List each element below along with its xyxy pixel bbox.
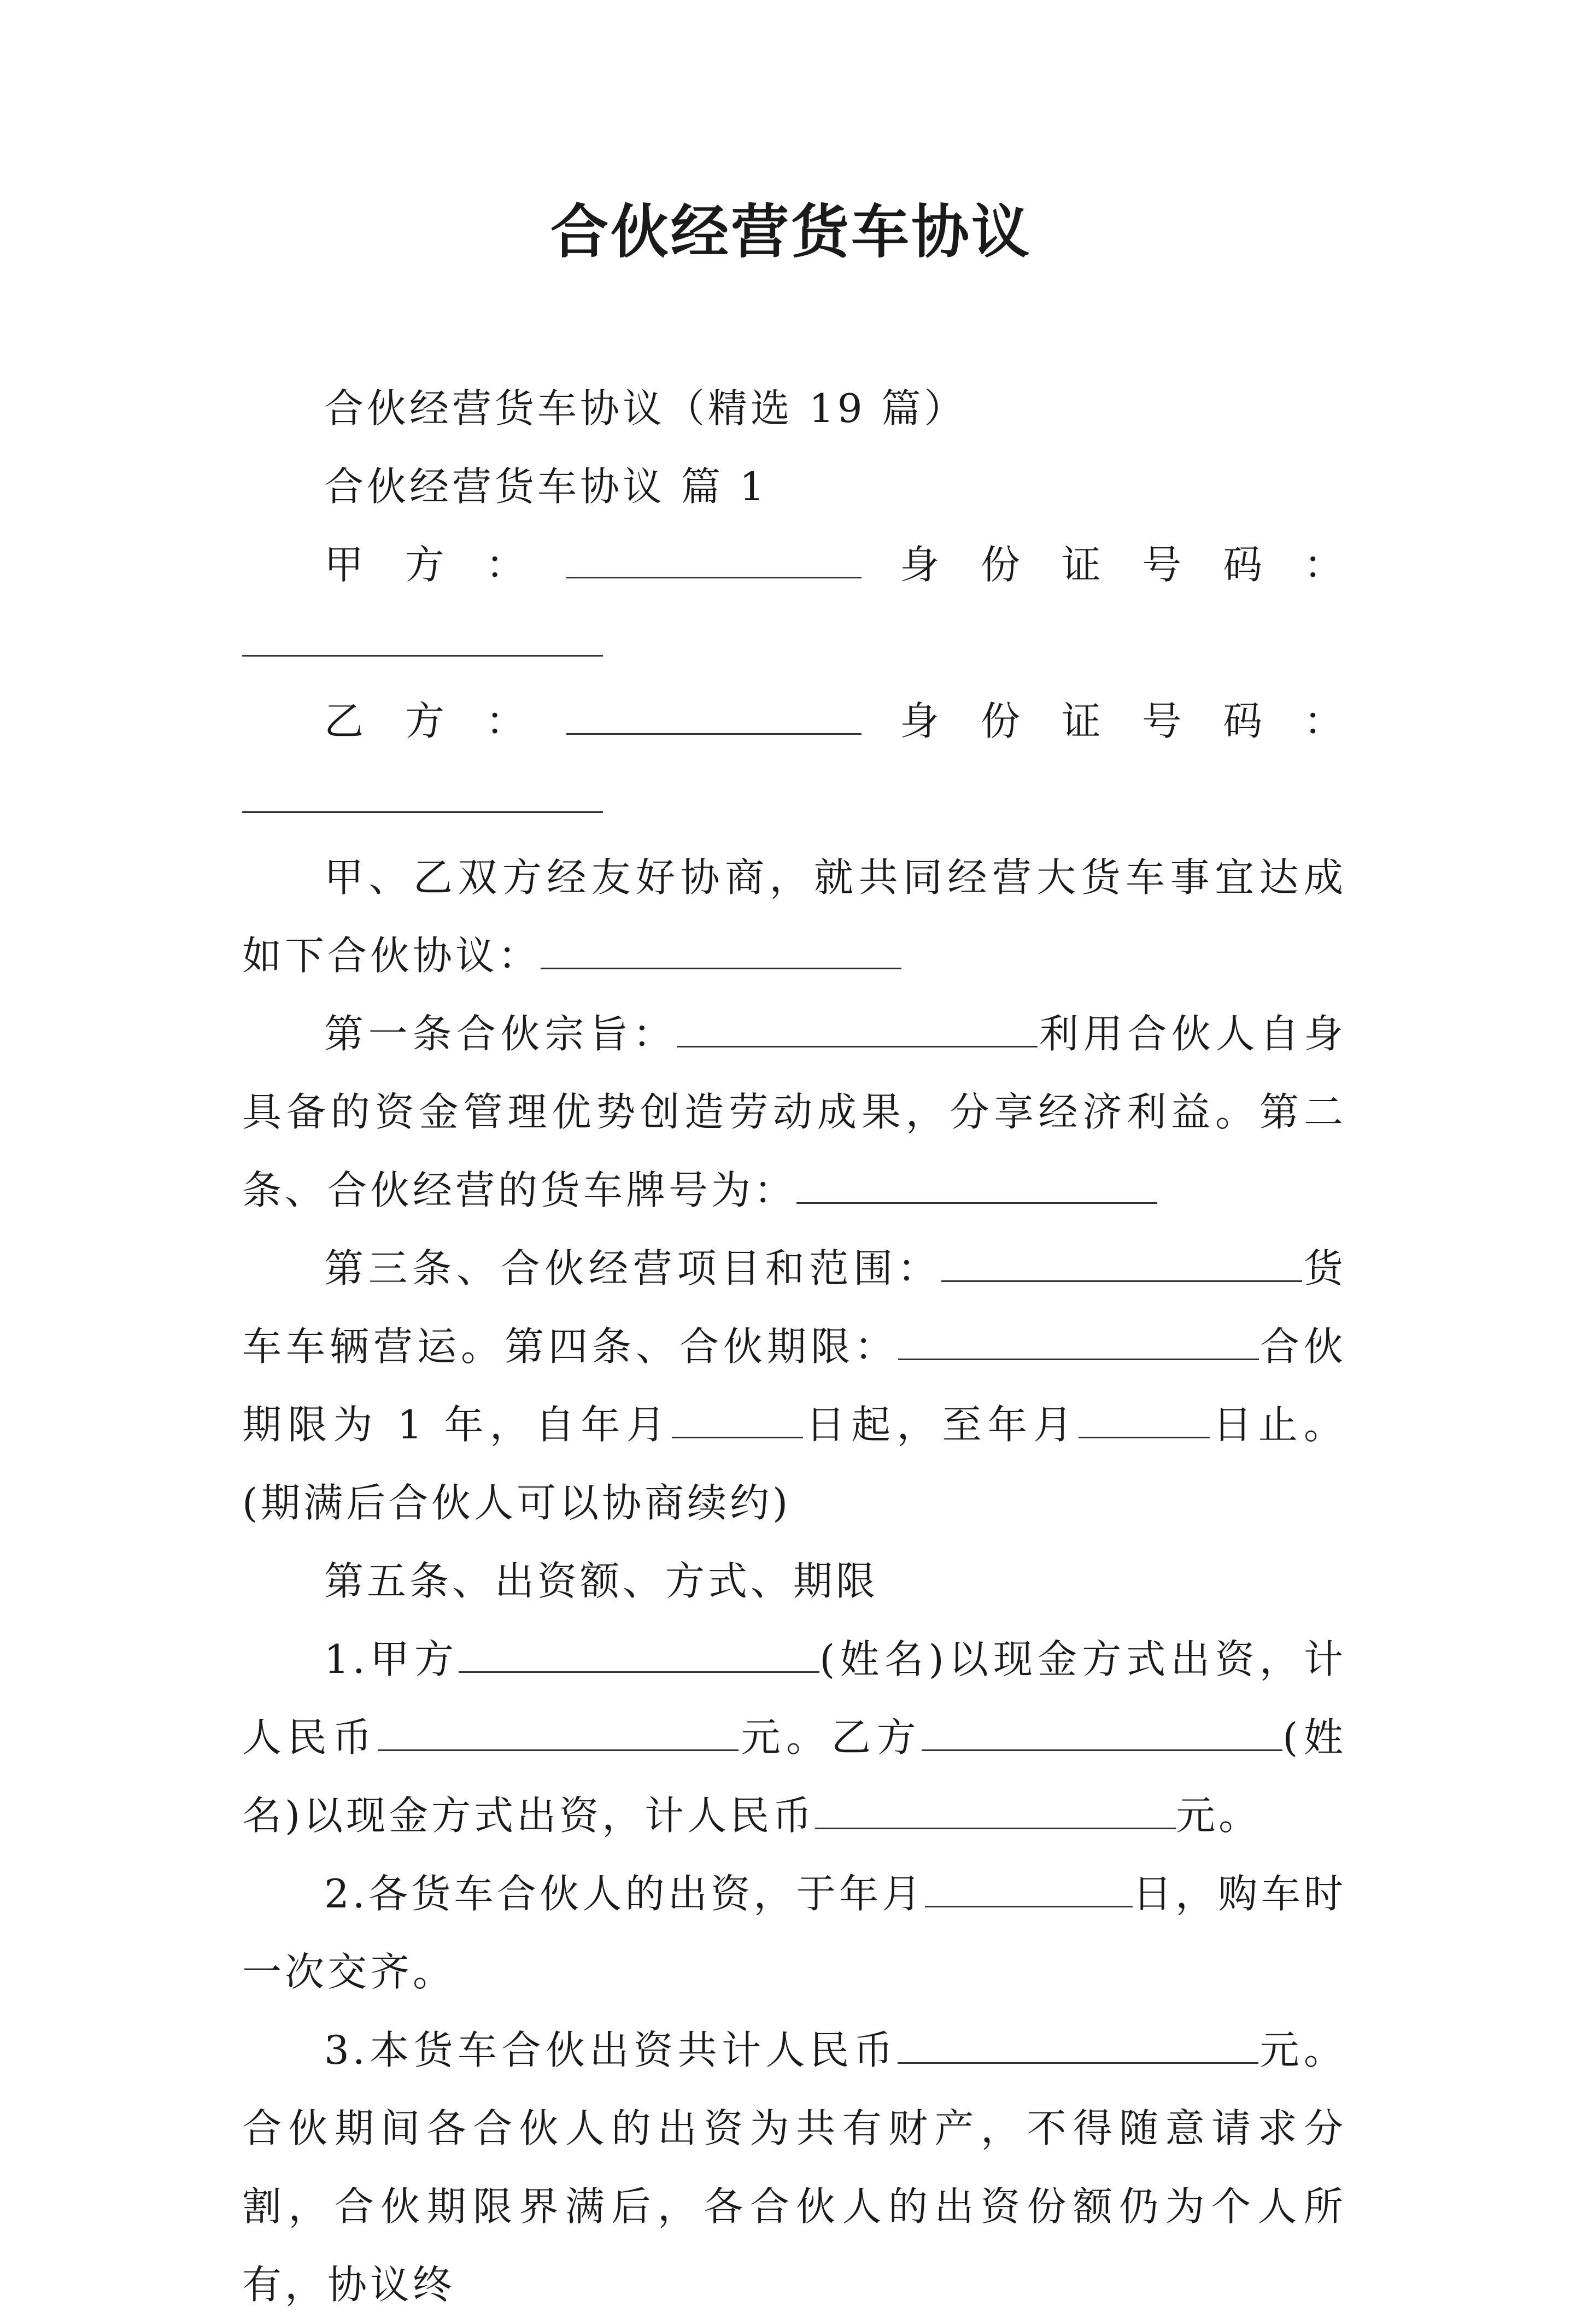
total-amount-blank[interactable] (898, 2019, 1258, 2064)
contrib-text-b: (姓名)以现金方式出资，计人民币 (242, 1636, 1346, 1760)
party-a-name-blank[interactable] (566, 534, 862, 578)
intro-text: 甲、乙双方经友好协商，就共同经营大货车事宜达成如下合伙协议： (242, 854, 1346, 979)
scope-blank[interactable] (941, 1238, 1302, 1282)
term-blank[interactable] (898, 1316, 1259, 1360)
contrib2-text-b: 日，购车时一次交齐。 (242, 1871, 1346, 1995)
paragraph-article-1 (242, 995, 1346, 1230)
party-a-name-field[interactable] (459, 1629, 819, 1673)
article-5-heading: 第五条、出资额、方式、期限 (324, 1558, 879, 1604)
term-text: 合伙期限为 1 年，自年月 (242, 1324, 1346, 1448)
article-3-text: 货车车辆营运。第四条、合伙期限： (242, 1245, 1346, 1369)
party-b-id-blank[interactable] (242, 769, 603, 813)
contrib-text-a: 1.甲方 (324, 1636, 459, 1682)
term-text-2: 日起，至年月 (802, 1402, 1079, 1448)
contrib-text-e: 元。 (1176, 1793, 1262, 1839)
subtitle: 合伙经营货车协议（精选 19 篇） (324, 385, 967, 431)
party-a-id-blank[interactable] (242, 612, 603, 657)
article-1-text: 利用合伙人自身具备的资金管理优势创造劳动成果，分享经济利益。第二条、合伙经营的货车牌号为： (242, 1011, 1346, 1213)
party-b-name-blank[interactable] (566, 690, 862, 735)
paragraph-contribution-2 (242, 1855, 1346, 2011)
paragraph-intro (242, 839, 1346, 995)
paragraph-contribution-1 (242, 1620, 1346, 1855)
article-1-label: 第一条合伙宗旨： (324, 1011, 677, 1057)
party-a-line (242, 526, 1346, 682)
contrib-text-c: 元。乙方 (738, 1714, 922, 1760)
document-body (242, 370, 1346, 2324)
paragraph-contribution-3 (242, 2011, 1346, 2324)
contrib-text-d: (姓名)以现金方式出资，计人民币 (242, 1714, 1346, 1839)
party-a-label: 甲方： (324, 542, 567, 588)
end-date-blank[interactable] (1079, 1394, 1210, 1438)
contrib3-text-b: 元。合伙期间各合伙人的出资为共有财产，不得随意请求分割，合伙期限界满后，各合伙人的出资份额仍为个人所有，协议终 (242, 2027, 1346, 2308)
party-b-label: 乙方： (324, 698, 567, 744)
article-3-label: 第三条、合伙经营项目和范围： (324, 1245, 942, 1291)
plate-number-blank[interactable] (796, 1160, 1157, 1204)
term-text-3: 日止。(期满后合伙人可以协商续约) (242, 1402, 1346, 1526)
contrib2-text-a: 2.各货车合伙人的出资，于年月 (324, 1871, 925, 1917)
start-date-blank[interactable] (672, 1394, 803, 1438)
party-b-line (242, 682, 1346, 839)
article-heading: 合伙经营货车协议 篇 1 (324, 464, 768, 510)
party-b-id-label: 身份证号码： (862, 698, 1346, 744)
party-a-amount-field[interactable] (378, 1707, 739, 1751)
document-title: 合伙经营货车协议 (550, 198, 1032, 266)
purpose-blank[interactable] (677, 1003, 1038, 1047)
party-b-amount-field[interactable] (815, 1785, 1176, 1829)
contrib3-text-a: 3.本货车合伙出资共计人民币 (324, 2027, 898, 2073)
party-a-id-label: 身份证号码： (862, 542, 1346, 588)
payment-date-blank[interactable] (925, 1863, 1133, 1907)
intro-blank[interactable] (541, 925, 901, 969)
party-b-name-field[interactable] (922, 1707, 1282, 1751)
paragraph-article-3 (242, 1230, 1346, 1542)
